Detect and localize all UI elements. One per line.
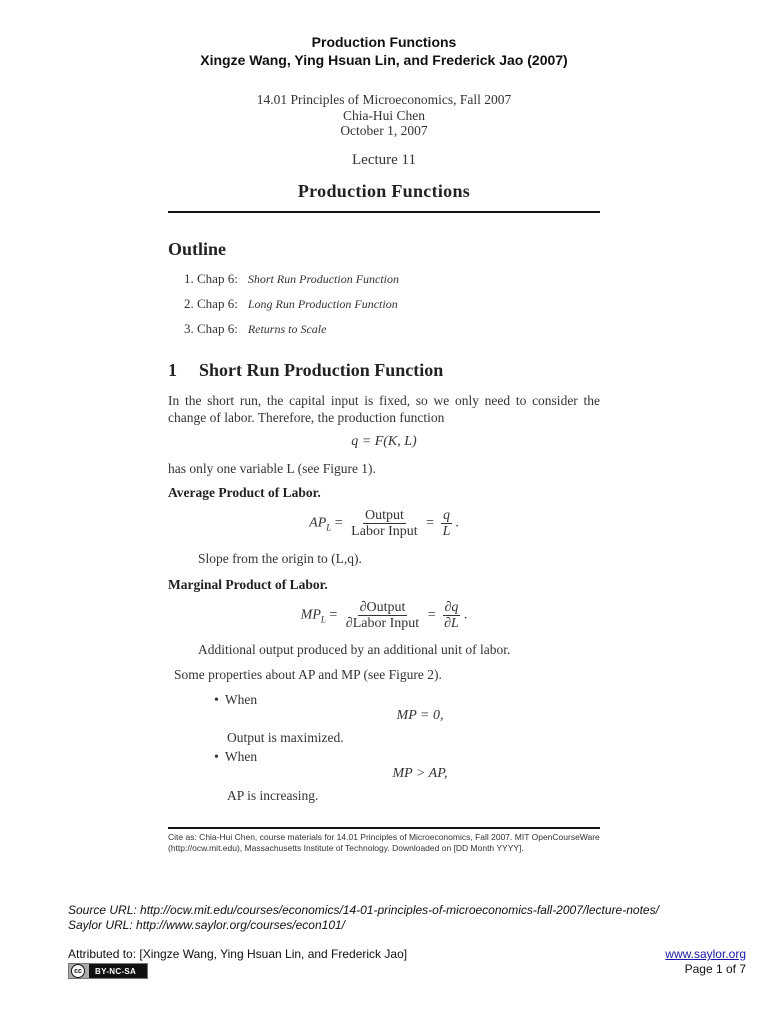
- page-number: Page 1 of 7: [684, 962, 746, 976]
- bullet-result: AP is increasing.: [227, 788, 319, 803]
- attribution: Attributed to: [Xingze Wang, Ying Hsuan Lin, and Frederick Jao]: [68, 947, 408, 961]
- citation-footnote: Cite as: Chia-Hui Chen, course materials for 14.01 Principles of Microeconomics, Fall 2007. MIT OpenCourseWare (http://ocw.mit.edu), Massachusetts Institute of Technology. Downloaded on [DD Month YYYY].: [168, 832, 600, 853]
- footnote-divider: [168, 827, 600, 829]
- mp-note: Additional output produced by an additional unit of labor.: [198, 642, 511, 657]
- bullet-equation: MP > AP,: [392, 766, 448, 781]
- source-url: Source URL: http://ocw.mit.edu/courses/economics/14-01-principles-of-microeconomics-fall-2007/lecture-notes/: [68, 903, 659, 917]
- ap-equation: $AP_L$ = $\frac{\text{Output}}{\text{Labor Input}}$ = $\frac{q}{L}$ .: [309, 508, 459, 539]
- ap-note: Slope from the origin to (L,q).: [198, 551, 362, 566]
- ap-heading: Average Product of Labor.: [168, 485, 321, 500]
- paper-title: Production Functions: [297, 181, 471, 201]
- mp-heading: Marginal Product of Labor.: [168, 577, 328, 592]
- outline-heading: Outline: [168, 239, 227, 259]
- document-authors: Xingze Wang, Ying Hsuan Lin, and Frederick Jao (2007): [200, 52, 568, 68]
- creative-commons-icon: cc: [71, 964, 85, 978]
- outline-item: 2. Chap 6: Long Run Production Function: [184, 296, 398, 311]
- mp-equation: $MP_L$ = $\frac{\text{∂Output}}{\text{∂Labor Input}}$ = $\frac{\partial q}{\partial L}$ .: [300, 600, 468, 631]
- course-name: 14.01 Principles of Microeconomics, Fall 2007: [256, 92, 512, 107]
- outline-item: 3. Chap 6: Returns to Scale: [184, 321, 327, 336]
- saylor-link[interactable]: www.saylor.org: [665, 947, 746, 961]
- instructor-name: Chia-Hui Chen: [342, 108, 426, 123]
- cc-badge-left: [69, 964, 89, 978]
- lecture-number: Lecture 11: [352, 152, 416, 168]
- title-divider: [168, 211, 600, 213]
- bullet-equation: MP = 0,: [396, 708, 444, 723]
- variable-note: has only one variable L (see Figure 1).: [168, 461, 376, 476]
- properties-intro: Some properties about AP and MP (see Figure 2).: [174, 667, 442, 682]
- saylor-url: Saylor URL: http://www.saylor.org/courses/econ101/: [68, 918, 346, 932]
- production-equation: q = F(K, L): [351, 434, 417, 449]
- lecture-date: October 1, 2007: [340, 123, 428, 138]
- document-title: Production Functions: [311, 34, 457, 50]
- outline-item: 1. Chap 6: Short Run Production Function: [184, 271, 400, 286]
- license-label: BY-NC-SA: [95, 966, 137, 976]
- cc-license-badge[interactable]: [68, 963, 148, 979]
- bullet-item: • When: [214, 692, 258, 708]
- bullet-item: • When: [214, 749, 258, 765]
- section-heading: 1 Short Run Production Function: [168, 360, 444, 380]
- bullet-result: Output is maximized.: [227, 730, 344, 745]
- intro-paragraph: In the short run, the capital input is fixed, so we only need to consider the change of labor. Therefore, the production function: [168, 393, 600, 425]
